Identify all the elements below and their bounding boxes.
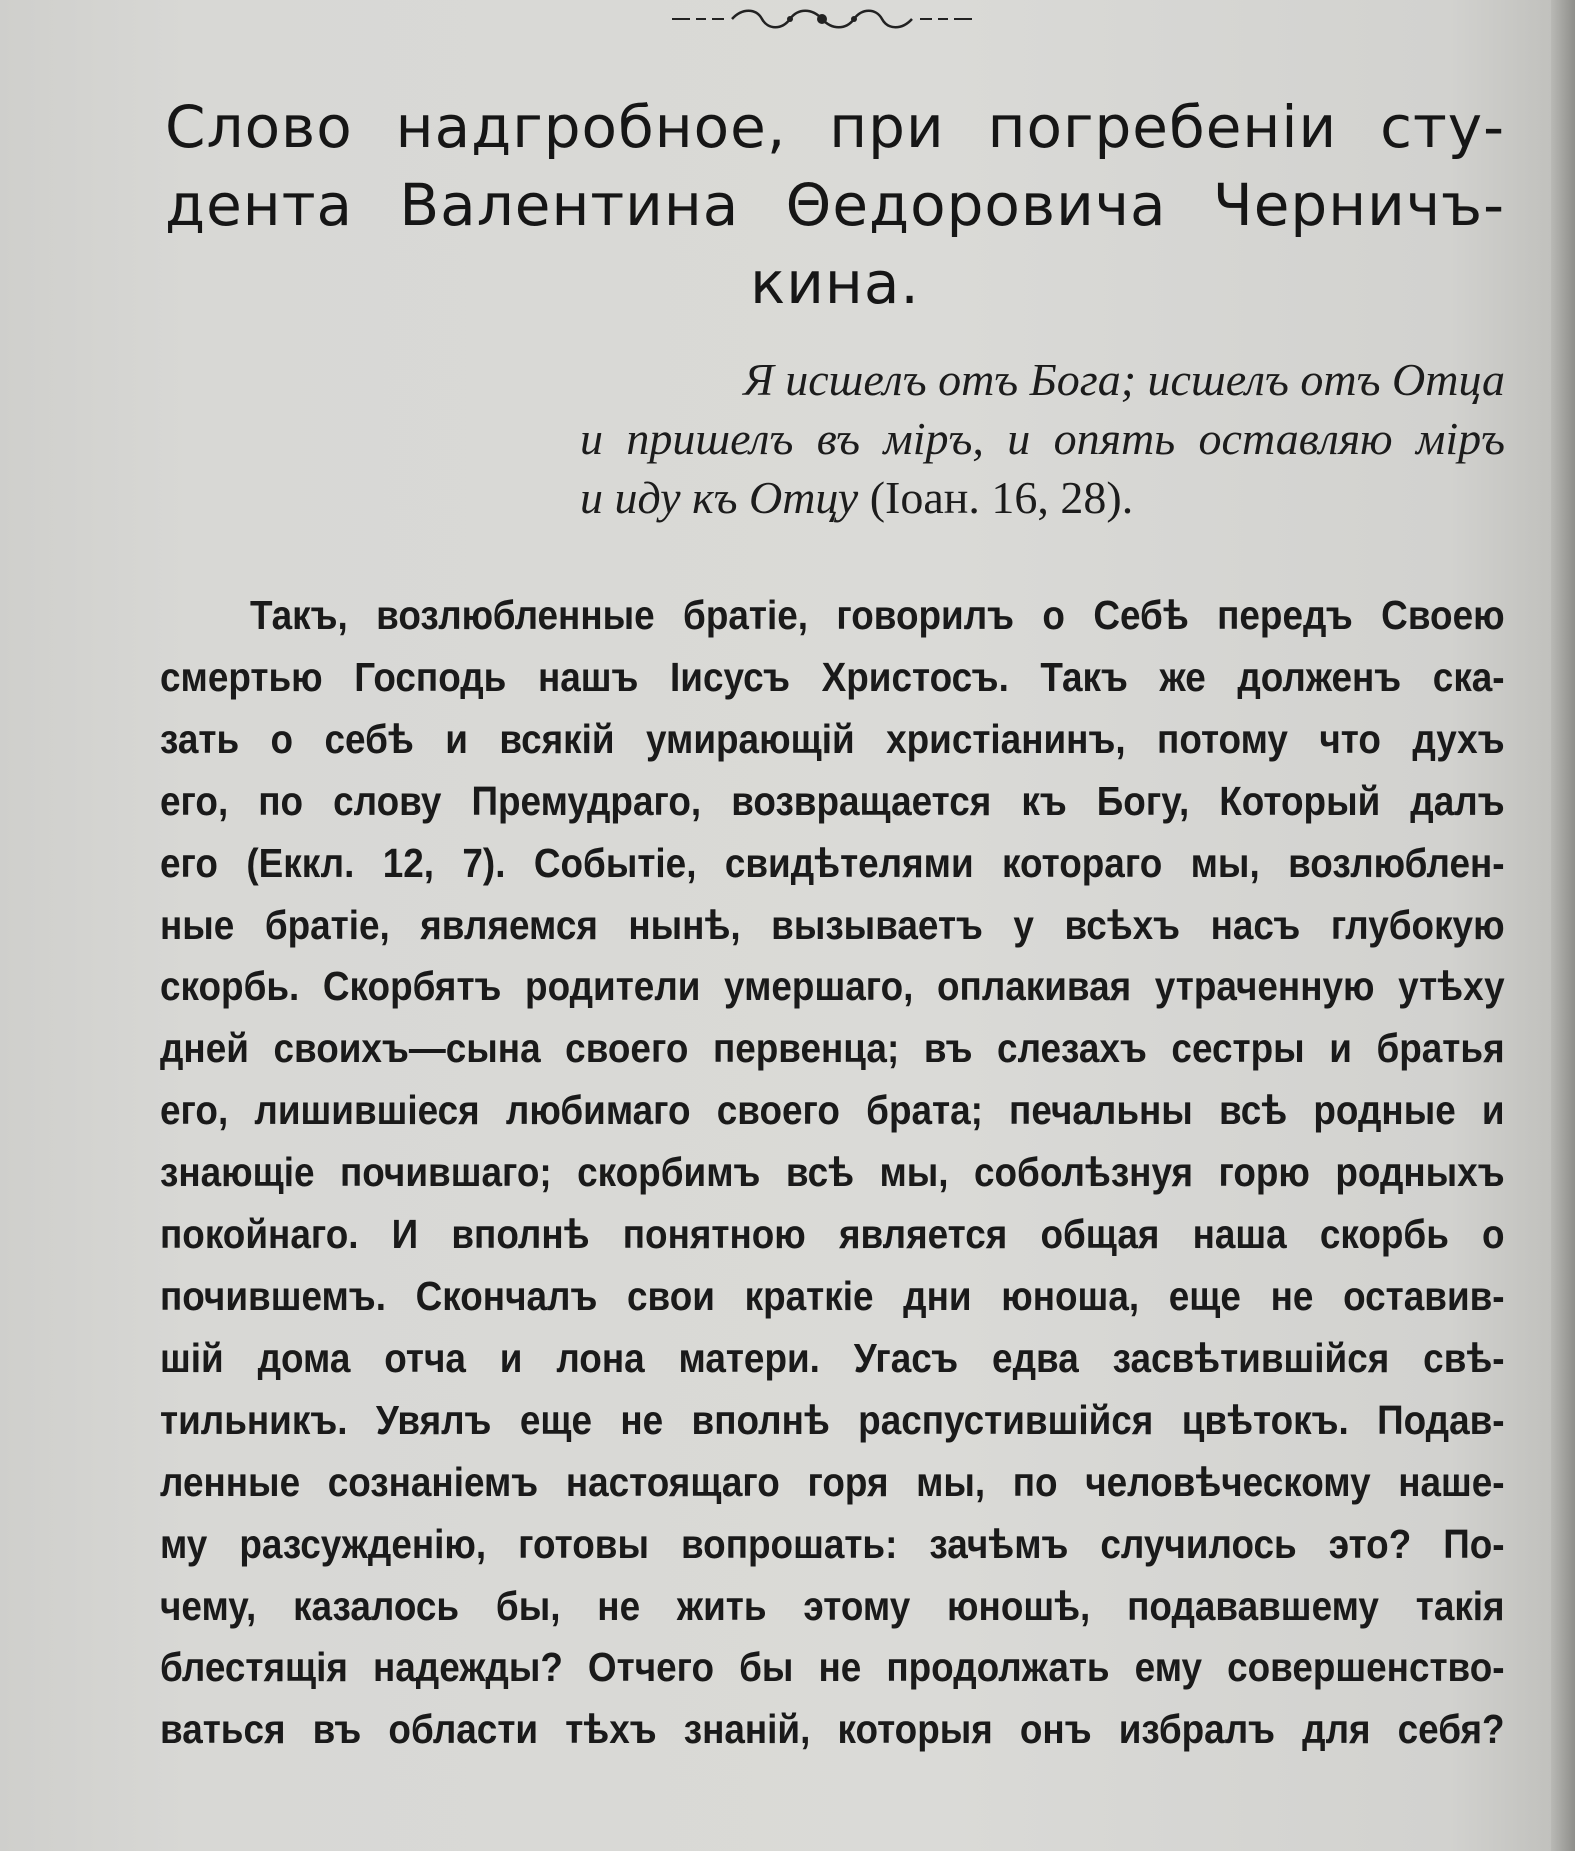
- body-line: зать о себѣ и всякiй умирающiй христiанинъ, потому что духъ: [160, 715, 1505, 762]
- body-line: его, по слову Премудраго, возвращается къ Богу, Который далъ: [160, 777, 1505, 824]
- title-line: кина.: [750, 249, 920, 317]
- epigraph-last-line: [580, 468, 1240, 527]
- title-line: дента Валентина Θедоровича Черничъ-: [165, 171, 1505, 239]
- body-line: шiй дома отча и лона матери. Угасъ едва засвѣтившiйся свѣ-: [160, 1334, 1505, 1381]
- body-line: Такъ, возлюбленные братiе, говорилъ о Себѣ передъ Своею: [250, 592, 1505, 638]
- sermon-title: [165, 88, 1505, 322]
- body-line: ваться въ области тѣхъ знанiй, которыя онъ избралъ для себя?: [160, 1706, 1505, 1753]
- body-line: почившемъ. Скончалъ свои краткiе дни юноша, еще не оставив-: [160, 1272, 1505, 1319]
- scripture-reference: (Iоан. 16, 28).: [869, 472, 1134, 523]
- body-line: скорбь. Скорбятъ родители умершаго, оплакивая утраченную утѣху: [160, 963, 1505, 1010]
- title-line: Слово надгробное, при погребенiи сту-: [165, 93, 1505, 161]
- body-line: чему, казалось бы, не жить этому юношѣ, подававшему такiя: [160, 1582, 1505, 1629]
- body-line: его, лишившiеся любимаго своего брата; печальны всѣ родные и: [160, 1087, 1505, 1134]
- body-line: покойнаго. И вполнѣ понятною является общая наша скорбь о: [160, 1211, 1505, 1258]
- body-line: знающiе почившаго; скорбимъ всѣ мы, соболѣзнуя горю родныхъ: [160, 1149, 1505, 1196]
- ornament-divider-icon: [672, 6, 972, 32]
- body-line: смертью Господь нашъ Iисусъ Христосъ. Такъ же долженъ ска-: [160, 653, 1505, 700]
- page-edge-shadow: [1551, 0, 1575, 1851]
- body-line: ленные сознанiемъ настоящаго горя мы, по человѣческому наше-: [160, 1458, 1505, 1505]
- body-line: блестящiя надежды? Отчего бы не продолжать ему совершенство-: [160, 1644, 1505, 1691]
- epigraph-line: Я исшелъ отъ Бога; исшелъ отъ Отца: [743, 354, 1505, 405]
- epigraph: [580, 350, 1505, 527]
- epigraph-line: и пришелъ въ мiръ, и опять оставляю мiръ: [580, 413, 1505, 464]
- epigraph-line: и иду къ Отцу: [580, 472, 859, 523]
- sermon-body: [160, 585, 1505, 1761]
- body-line: дней своихъ—сына своего первенца; въ слезахъ сестры и братья: [160, 1025, 1505, 1072]
- body-line: му разсужденiю, готовы вопрошать: зачѣмъ случилось это? По-: [160, 1520, 1505, 1567]
- body-line: тильникъ. Увялъ еще не вполнѣ распустившiйся цвѣтокъ. Подав-: [160, 1396, 1505, 1443]
- body-line: ные братiе, являемся нынѣ, вызываетъ у всѣхъ насъ глубокую: [160, 901, 1505, 948]
- body-line: его (Еккл. 12, 7). Событiе, свидѣтелями котораго мы, возлюблен-: [160, 839, 1505, 886]
